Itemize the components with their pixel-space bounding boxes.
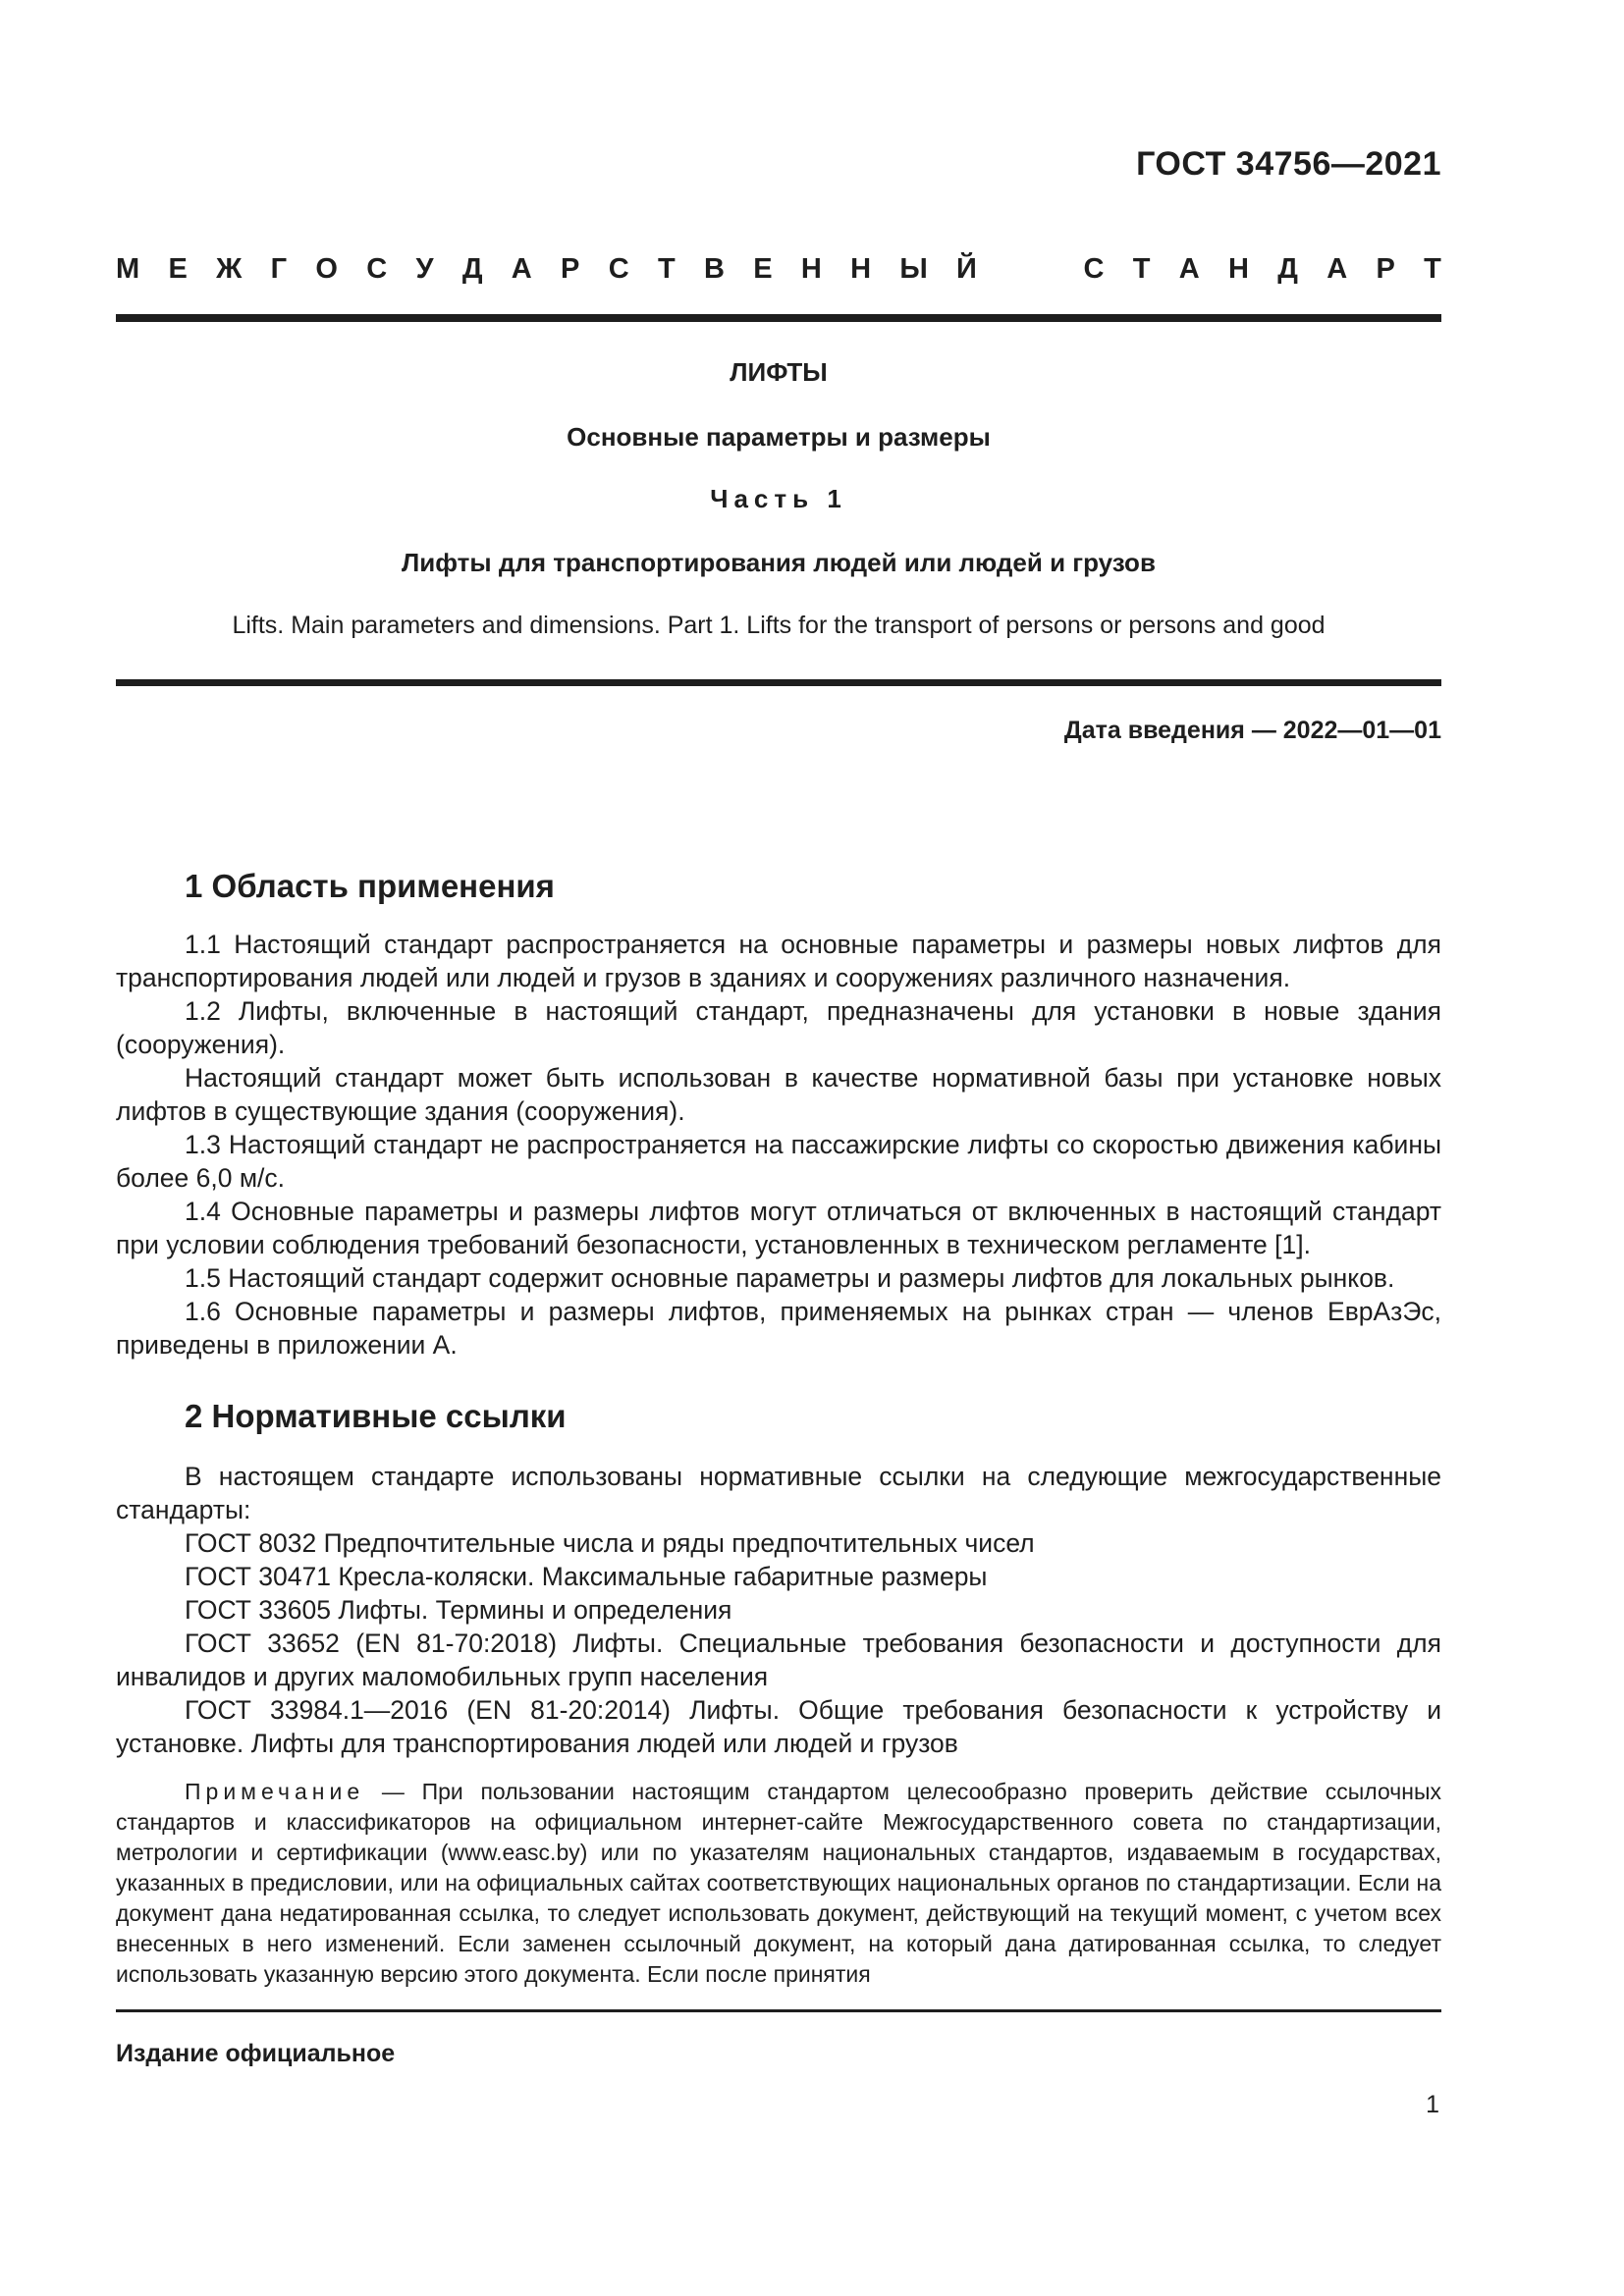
section-2-body [116,1460,1441,1760]
note-label: Примечание [185,1779,365,1804]
kind-letter: Т [657,253,676,285]
note-paragraph [116,1777,1441,1990]
footer-divider [116,2009,1441,2012]
kind-letter: Р [1376,253,1395,285]
kind-letter: Т [1132,253,1151,285]
kind-letter: А [1326,253,1348,285]
paragraph: 1.2 Лифты, включенные в настоящий стандарт, предназначены для установки в новые здания (сооружения). [116,996,1441,1059]
kind-letter: Н [1228,253,1249,285]
english-title: Lifts. Main parameters and dimensions. Part 1. Lifts for the transport of persons or persons and good [232,612,1326,639]
kind-letter: С [366,253,388,285]
paragraph: 1.4 Основные параметры и размеры лифтов могут отличаться от включенных в настоящий стандарт при условии соблюдения требований безопасности, установленных в техническом регламенте [1]. [116,1197,1441,1259]
kind-letter: У [415,253,434,285]
paragraph: Настоящий стандарт может быть использован в качестве нормативной базы при установке новых лифтов в существующие здания (сооружения). [116,1063,1441,1126]
paragraph: 1.5 Настоящий стандарт содержит основные параметры и размеры лифтов для локальных рынков. [185,1263,1395,1293]
kind-letter: Т [1424,253,1441,285]
kind-letter: С [608,253,629,285]
section-1-body [116,928,1441,1362]
note-text: — При пользовании настоящим стандартом целесообразно проверить действие ссылочных стандартов и классификаторов на официальном интернет-сайте Межгосударственного совета по стандартизации, метрологии и сертификации (www.easc.by) или по указателям национальных стандартов, издаваемым в государствах, указанных в предисловии, или на официальных сайтах соответствующих национальных органов по стандартизации. Если на документ дана недатированная ссылка, то следует использовать документ, действующий на текущий момент, с учетом всех внесенных в него изменений. Если заменен ссылочный документ, на который дана датированная ссылка, то следует использовать указанную версию этого документа. Если после принятия [116,1779,1441,1987]
paragraph: 1.1 Настоящий стандарт распространяется на основные параметры и размеры новых лифтов для транспортирования людей или людей и грузов в зданиях и сооружениях различного назначения. [116,930,1441,992]
kind-letter: А [511,253,532,285]
kind-letter: Н [800,253,822,285]
word-gap [1005,253,1055,286]
kind-letter: Н [850,253,872,285]
standard-kind-heading [116,253,1441,286]
kind-letter: Ж [216,253,243,285]
kind-letter: Г [270,253,288,285]
top-divider [116,314,1441,322]
kind-letter: М [116,253,140,285]
title-divider [116,679,1441,686]
document-part-title: Лифты для транспортирования людей или людей и грузов [402,548,1156,577]
kind-letter: О [315,253,338,285]
kind-letter: Д [1277,253,1298,285]
page-number: 1 [1426,2091,1439,2118]
reference-item: ГОСТ 33605 Лифты. Термины и определения [185,1595,732,1625]
paragraph: 1.3 Настоящий стандарт не распространяется на пассажирские лифты со скоростью движения кабины более 6,0 м/с. [116,1130,1441,1193]
document-number: ГОСТ 34756—2021 [1136,145,1441,183]
kind-letter: А [1178,253,1200,285]
reference-item: ГОСТ 30471 Кресла-коляски. Максимальные габаритные размеры [185,1562,988,1591]
section-2-heading: 2 Нормативные ссылки [185,1398,567,1434]
document-subtitle: Основные параметры и размеры [567,422,991,452]
reference-item: ГОСТ 8032 Предпочтительные числа и ряды предпочтительных чисел [185,1528,1035,1558]
kind-letter: С [1083,253,1105,285]
introduction-date: Дата введения — 2022—01—01 [1063,717,1441,744]
kind-letter: Е [168,253,188,285]
paragraph: 1.6 Основные параметры и размеры лифтов, применяемых на рынках стран — членов ЕврАзЭс, приведены в приложении А. [116,1297,1441,1360]
document-part: Часть 1 [710,484,847,513]
paragraph: В настоящем стандарте использованы нормативные ссылки на следующие межгосударственные стандарты: [116,1462,1441,1524]
reference-item: ГОСТ 33652 (EN 81-70:2018) Лифты. Специальные требования безопасности и доступности для инвалидов и других маломобильных групп населения [116,1629,1441,1691]
section-1-heading: 1 Область применения [185,868,555,904]
kind-letter: Д [461,253,483,285]
official-edition-label: Издание официальное [116,2040,396,2067]
document-title: ЛИФТЫ [730,357,828,387]
kind-letter: Й [956,253,977,285]
kind-letter: Р [561,253,580,285]
kind-letter: Е [753,253,773,285]
kind-letter: В [703,253,725,285]
reference-item: ГОСТ 33984.1—2016 (EN 81-20:2014) Лифты. Общие требования безопасности к устройству и установке. Лифты для транспортирования людей или людей и грузов [116,1695,1441,1758]
kind-letter: Ы [899,253,928,285]
